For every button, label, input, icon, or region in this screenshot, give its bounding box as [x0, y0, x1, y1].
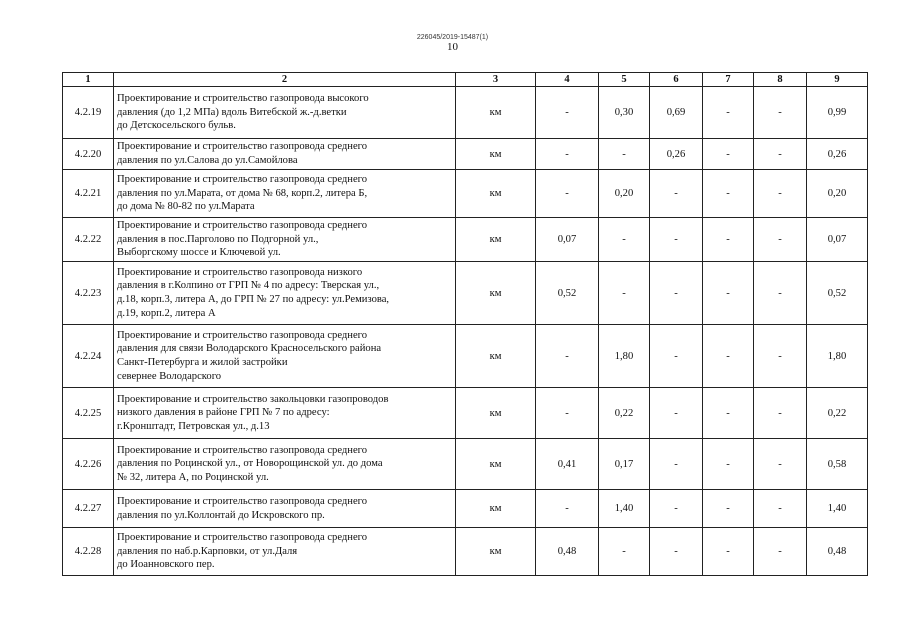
row-number: 4.2.20	[63, 139, 114, 170]
column-header-6: 6	[650, 73, 703, 87]
header-row	[63, 73, 868, 87]
row-value-6: 0,26	[650, 139, 703, 170]
row-number: 4.2.25	[63, 388, 114, 439]
row-value-7: -	[703, 490, 754, 528]
description-line: давления для связи Володарского Красносельского района	[117, 343, 382, 355]
row-value-6: -	[650, 218, 703, 262]
row-value-4: 0,48	[536, 528, 599, 576]
table-row	[63, 87, 868, 139]
row-value-7: -	[703, 218, 754, 262]
description-line: до Детскосельского бульв.	[117, 120, 236, 132]
table-row	[63, 439, 868, 490]
description-line: давления по ул.Марата, от дома № 68, корп.2, литера Б,	[117, 187, 368, 199]
row-value-6: -	[650, 388, 703, 439]
row-value-9: 0,22	[807, 388, 868, 439]
row-value-4: 0,52	[536, 262, 599, 325]
row-value-5: 0,17	[599, 439, 650, 490]
table-body	[63, 87, 868, 576]
row-value-4: -	[536, 170, 599, 218]
row-number: 4.2.28	[63, 528, 114, 576]
row-description	[114, 325, 456, 388]
description-line: Проектирование и строительство газопровода среднего	[117, 532, 368, 544]
column-header-1: 1	[63, 73, 114, 87]
column-header-9: 9	[807, 73, 868, 87]
row-unit: км	[456, 170, 536, 218]
row-value-9: 0,07	[807, 218, 868, 262]
column-header-7: 7	[703, 73, 754, 87]
row-value-7: -	[703, 439, 754, 490]
row-value-4: 0,07	[536, 218, 599, 262]
description-line: до дома № 80-82 по ул.Марата	[117, 201, 255, 213]
row-value-6: -	[650, 439, 703, 490]
row-number: 4.2.21	[63, 170, 114, 218]
row-value-6: -	[650, 325, 703, 388]
description-line: давления в г.Колпино от ГРП № 4 по адресу: Тверская ул.,	[117, 280, 380, 292]
table-row	[63, 490, 868, 528]
row-value-6: -	[650, 490, 703, 528]
document-code: 226045/2019-15487(1)	[416, 34, 489, 41]
table-row	[63, 388, 868, 439]
description-line: Проектирование и строительство газопровода среднего	[117, 329, 368, 341]
row-description	[114, 262, 456, 325]
description-line: давления по наб.р.Карповки, от ул.Даля	[117, 545, 298, 557]
table-row	[63, 262, 868, 325]
row-value-4: 0,41	[536, 439, 599, 490]
row-value-5: 0,30	[599, 87, 650, 139]
row-value-4: -	[536, 388, 599, 439]
description-line: Санкт-Петербурга и жилой застройки	[117, 357, 288, 368]
description-line: № 32, литера А, по Роцинской ул.	[117, 471, 269, 483]
row-value-6: -	[650, 262, 703, 325]
description-line: низкого давления в районе ГРП № 7 по адресу:	[117, 407, 330, 419]
row-value-4: -	[536, 87, 599, 139]
row-unit: км	[456, 218, 536, 262]
row-value-5: 1,40	[599, 490, 650, 528]
row-value-9: 1,40	[807, 490, 868, 528]
description-line: Проектирование и строительство газопровода высокого	[117, 93, 369, 105]
description-line: давления в пос.Парголово по Подгорной ул.,	[117, 233, 319, 245]
row-value-4: -	[536, 325, 599, 388]
row-value-8: -	[754, 139, 807, 170]
page-number: 10	[447, 41, 458, 53]
row-description	[114, 218, 456, 262]
description-line: севернее Володарского	[117, 370, 222, 382]
row-value-5: -	[599, 139, 650, 170]
row-number: 4.2.24	[63, 325, 114, 388]
row-description	[114, 170, 456, 218]
description-line: Проектирование и строительство газопровода среднего	[117, 495, 368, 507]
row-number: 4.2.19	[63, 87, 114, 139]
row-unit: км	[456, 262, 536, 325]
row-description	[114, 528, 456, 576]
row-value-5: -	[599, 528, 650, 576]
column-header-2: 2	[114, 73, 456, 87]
description-line: г.Кронштадт, Петровская ул., д.13	[117, 420, 270, 432]
row-number: 4.2.23	[63, 262, 114, 325]
row-value-7: -	[703, 170, 754, 218]
row-number: 4.2.26	[63, 439, 114, 490]
description-line: Выборгскому шоссе и Ключевой ул.	[117, 247, 281, 259]
table-row	[63, 218, 868, 262]
column-header-8: 8	[754, 73, 807, 87]
row-value-9: 0,58	[807, 439, 868, 490]
row-number: 4.2.27	[63, 490, 114, 528]
row-unit: км	[456, 490, 536, 528]
row-value-7: -	[703, 139, 754, 170]
row-unit: км	[456, 325, 536, 388]
row-value-4: -	[536, 490, 599, 528]
row-value-6: 0,69	[650, 87, 703, 139]
row-value-8: -	[754, 87, 807, 139]
description-line: давления (до 1,2 МПа) вдоль Витебской ж.-д.ветки	[117, 106, 347, 118]
description-line: Проектирование и строительство закольцовки газопроводов	[117, 393, 389, 405]
row-value-5: 0,22	[599, 388, 650, 439]
row-value-8: -	[754, 490, 807, 528]
description-line: до Иоанновского пер.	[117, 559, 215, 571]
row-description	[114, 87, 456, 139]
description-line: Проектирование и строительство газопровода среднего	[117, 174, 368, 186]
row-unit: км	[456, 439, 536, 490]
row-number: 4.2.22	[63, 218, 114, 262]
description-line: д.18, корп.3, литера А, до ГРП № 27 по адресу: ул.Ремизова,	[117, 294, 390, 305]
description-line: давления по ул.Салова до ул.Самойлова	[117, 155, 298, 166]
row-value-8: -	[754, 170, 807, 218]
row-value-9: 0,20	[807, 170, 868, 218]
row-value-7: -	[703, 528, 754, 576]
row-value-5: -	[599, 262, 650, 325]
column-header-5: 5	[599, 73, 650, 87]
row-value-7: -	[703, 262, 754, 325]
row-value-9: 0,26	[807, 139, 868, 170]
row-value-8: -	[754, 218, 807, 262]
description-line: давления по Роцинской ул., от Новорощинской ул. до дома	[117, 458, 383, 470]
description-line: Проектирование и строительство газопровода низкого	[117, 266, 363, 278]
row-value-6: -	[650, 170, 703, 218]
row-value-7: -	[703, 325, 754, 388]
row-value-8: -	[754, 325, 807, 388]
description-line: Проектирование и строительство газопровода среднего	[117, 444, 368, 456]
row-value-5: 0,20	[599, 170, 650, 218]
row-value-5: 1,80	[599, 325, 650, 388]
row-value-9: 0,48	[807, 528, 868, 576]
column-header-4: 4	[536, 73, 599, 87]
row-description	[114, 388, 456, 439]
description-line: Проектирование и строительство газопровода среднего	[117, 141, 368, 153]
row-value-8: -	[754, 388, 807, 439]
row-value-9: 0,99	[807, 87, 868, 139]
row-value-6: -	[650, 528, 703, 576]
row-value-8: -	[754, 439, 807, 490]
description-line: Проектирование и строительство газопровода среднего	[117, 220, 368, 232]
row-description	[114, 490, 456, 528]
table-row	[63, 170, 868, 218]
row-unit: км	[456, 87, 536, 139]
row-value-7: -	[703, 87, 754, 139]
table-row	[63, 325, 868, 388]
row-value-9: 1,80	[807, 325, 868, 388]
row-value-8: -	[754, 528, 807, 576]
column-header-3: 3	[456, 73, 536, 87]
row-value-4: -	[536, 139, 599, 170]
works-table	[62, 72, 868, 576]
table-row	[63, 528, 868, 576]
row-value-8: -	[754, 262, 807, 325]
row-unit: км	[456, 528, 536, 576]
row-unit: км	[456, 139, 536, 170]
row-value-5: -	[599, 218, 650, 262]
description-line: д.19, корп.2, литера А	[117, 307, 216, 319]
row-description	[114, 439, 456, 490]
description-line: давления по ул.Коллонтай до Искровского пр.	[117, 509, 325, 521]
row-value-9: 0,52	[807, 262, 868, 325]
row-unit: км	[456, 388, 536, 439]
row-description	[114, 139, 456, 170]
table-row	[63, 139, 868, 170]
row-value-7: -	[703, 388, 754, 439]
